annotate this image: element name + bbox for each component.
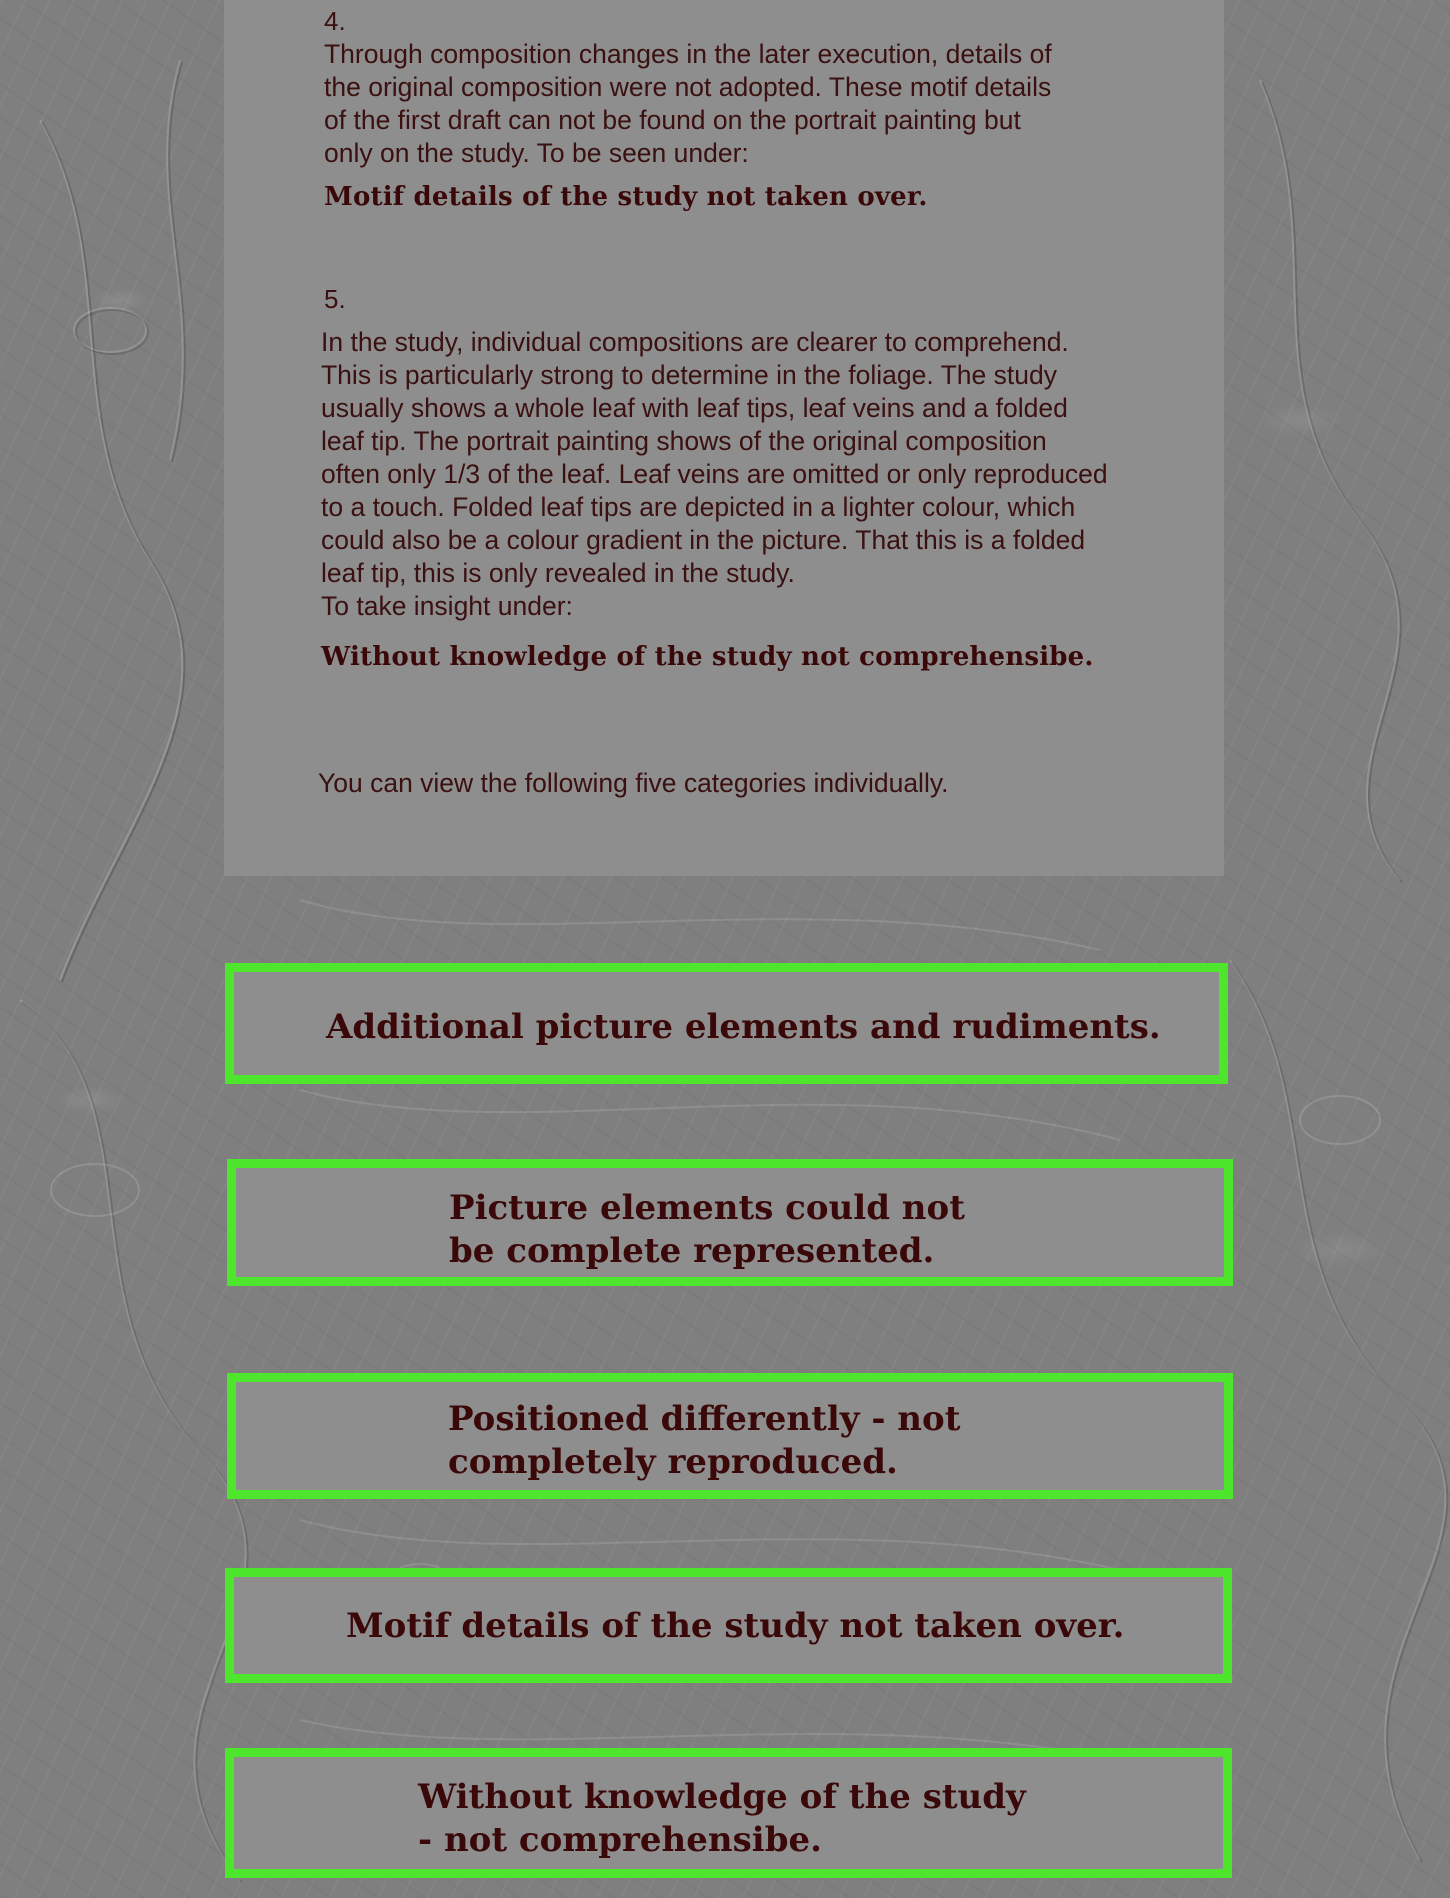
category-label: Motif details of the study not taken over. (346, 1606, 1125, 1646)
category-label: Additional picture elements and rudiments. (326, 1007, 1161, 1047)
section-number: 5. (324, 284, 346, 314)
section-category-reference: Motif details of the study not taken over. (324, 182, 928, 212)
category-label: Positioned differently - not completely reproduced. (448, 1399, 961, 1482)
text-panel (224, 0, 1224, 876)
intro-text: You can view the following five categories individually. (318, 768, 949, 798)
category-button-additional-elements[interactable] (225, 963, 1228, 1084)
category-button-motif-details[interactable] (225, 1568, 1232, 1683)
category-button-positioned-differently[interactable] (227, 1373, 1233, 1499)
section-paragraph: In the study, individual compositions are clearer to comprehend. This is particularly strong to determine in the foliage. The study usually shows a whole leaf with leaf tips, leaf veins and a folded leaf tip. The portrait painting shows of the original composition often only 1/3 of the leaf. Leaf veins are omitted or only reproduced to a touch. Folded leaf tips are depicted in a lighter colour, which could also be a colour gradient in the picture. That this is a folded leaf tip, this is only revealed in the study. To take insight under: (321, 327, 1108, 621)
section-number: 4. (324, 6, 346, 36)
category-label: Picture elements could not be complete represented. (449, 1188, 965, 1271)
category-button-without-knowledge[interactable] (225, 1748, 1232, 1878)
section-category-reference: Without knowledge of the study not comprehensibe. (321, 642, 1094, 672)
category-label: Without knowledge of the study - not comprehensibe. (418, 1777, 1026, 1860)
category-button-incomplete-elements[interactable] (227, 1159, 1233, 1286)
section-paragraph: Through composition changes in the later execution, details of the original composition were not adopted. These motif details of the first draft can not be found on the portrait painting but only on the study. To be seen under: (324, 39, 1052, 168)
